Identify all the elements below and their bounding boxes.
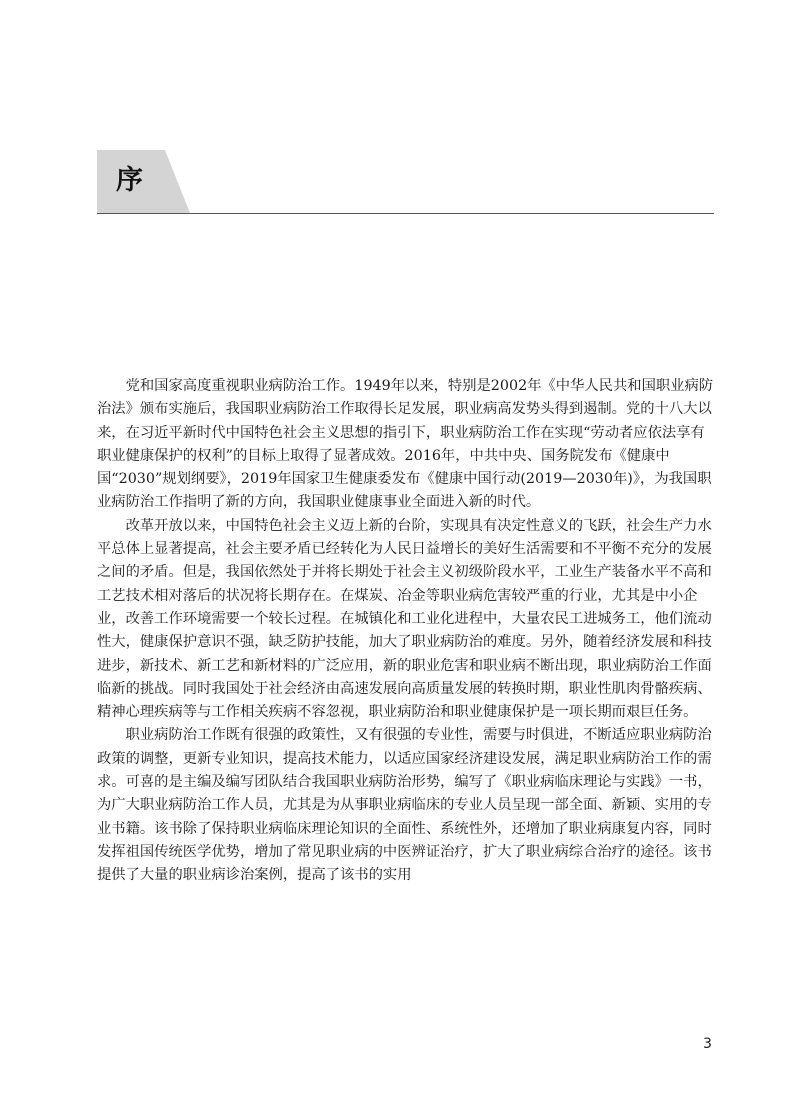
paragraph-3: 职业病防治工作既有很强的政策性，又有很强的专业性，需要与时俱进，不断适应职业病防治政策的调整，更新专业知识，提高技术能力，以适应国家经济建设发展，满足职业病防治工作的需求。可喜的是主编及编写团队结合我国职业病防治形势，编写了《职业病临床理论与实践》一书，为广大职业病防治工作人员，尤其是为从事职业病临床的专业人员呈现一部全面、新颖、实用的专业书籍。该书除了保持职业病临床理论知识的全面性、系统性外，还增加了职业病康复内容，同时发挥祖国传统医学优势，增加了常见职业病的中医辨证治疗，扩大了职业病综合治疗的途径。该书提供了大量的职业病诊治案例，提高了该书的实用	[97, 727, 712, 884]
section-title: 序	[116, 165, 143, 196]
paragraph-2: 改革开放以来，中国特色社会主义迈上新的台阶，实现具有决定性意义的飞跃，社会生产力水平总体上显著提高，社会主要矛盾已经转化为人民日益增长的美好生活需要和不平衡不充分的发展之间的矛盾。但是，我国依然处于并将长期处于社会主义初级阶段水平，工业生产装备水平不高和工艺技术相对落后的状况将长期存在。在煤炭、冶金等职业病危害较严重的行业，尤其是中小企业，改善工作环境需要一个较长过程。在城镇化和工业化进程中，大量农民工进城务工，他们流动性大，健康保护意识不强，缺乏防护技能，加大了职业病防治的难度。另外，随着经济发展和科技进步，新技术、新工艺和新材料的广泛应用，新的职业危害和职业病不断出现，职业病防治工作面临新的挑战。同时我国处于社会经济由高速发展向高质量发展的转换时期，职业性肌肉骨骼疾病、精神心理疾病等与工作相关疾病不容忽视，职业病防治和职业健康保护是一项长期而艰巨任务。	[97, 517, 712, 721]
header-divider	[97, 213, 714, 214]
page-number: 3	[703, 1036, 712, 1052]
section-header-tab	[97, 150, 190, 213]
preface-body	[97, 375, 719, 888]
paragraph-1: 党和国家高度重视职业病防治工作。1949年以来，特别是2002年《中华人民共和国职业病防治法》颁布实施后，我国职业病防治工作取得长足发展，职业病高发势头得到遏制。党的十八大以来，在习近平新时代中国特色社会主义思想的指引下，职业病防治工作在实现“劳动者应依法享有职业健康保护的权利”的目标上取得了显著成效。2016年，中共中央、国务院发布《健康中国“2030”规划纲要》，2019年国家卫生健康委发布《健康中国行动(2019—2030年)》，为我国职业病防治工作指明了新的方向，我国职业健康事业全面进入新的时代。	[97, 378, 714, 511]
